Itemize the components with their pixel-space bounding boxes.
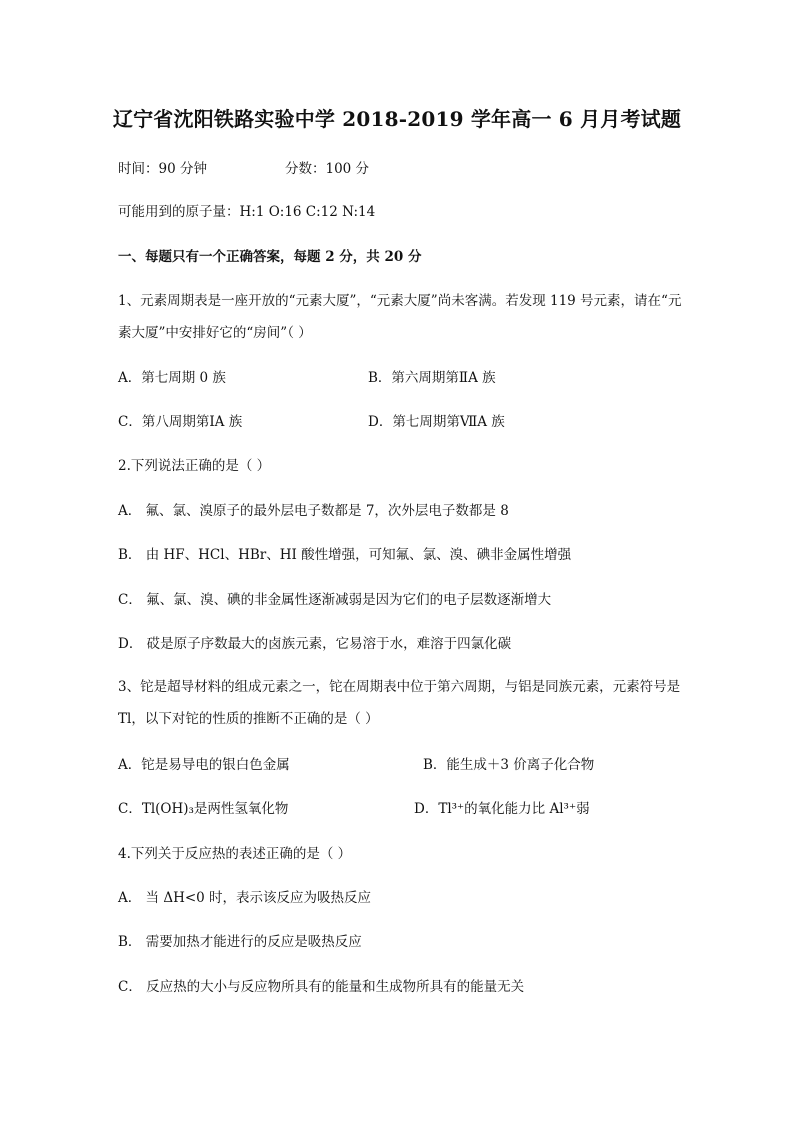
question-2-stem: 2.下列说法正确的是（ ） xyxy=(118,458,271,474)
q4-option-c: C． 反应热的大小与反应物所具有的能量和生成物所具有的能量无关 xyxy=(118,979,525,995)
q2-option-d: D． 砹是原子序数最大的卤族元素，它易溶于水，难溶于四氯化碳 xyxy=(118,636,512,652)
q3-option-a: A．铊是易导电的银白色金属 xyxy=(118,757,290,773)
q2-option-b: B． 由 HF、HCl、HBr、HI 酸性增强，可知氟、氯、溴、碘非金属性增强 xyxy=(118,547,572,563)
question-3-stem: 3、铊是超导材料的组成元素之一，铊在周期表中位于第六周期，与铝是同族元素，元素符号是 Tl，以下对铊的性质的推断不正确的是（ ） xyxy=(118,679,681,727)
q3-option-d: D．Tl³⁺的氧化能力比 Al³⁺弱 xyxy=(414,801,590,817)
exam-time: 时间：90 分钟 xyxy=(118,161,207,177)
page-title: 辽宁省沈阳铁路实验中学 2018-2019 学年高一 6 月月考试题 xyxy=(112,107,682,131)
q1-option-b: B．第六周期第ⅡA 族 xyxy=(368,370,496,386)
q1-option-a: A．第七周期 0 族 xyxy=(118,370,226,386)
q4-option-b: B． 需要加热才能进行的反应是吸热反应 xyxy=(118,934,362,950)
question-4-stem: 4.下列关于反应热的表述正确的是（ ） xyxy=(118,846,352,862)
exam-score: 分数：100 分 xyxy=(285,161,370,177)
q2-option-c: C． 氟、氯、溴、碘的非金属性逐渐减弱是因为它们的电子层数逐渐增大 xyxy=(118,592,552,608)
q3-option-b: B．能生成＋3 价离子化合物 xyxy=(423,757,595,773)
section-heading: 一、每题只有一个正确答案，每题 2 分，共 20 分 xyxy=(118,249,422,265)
q1-option-d: D．第七周期第ⅦA 族 xyxy=(368,414,505,430)
q2-option-a: A． 氟、氯、溴原子的最外层电子数都是 7，次外层电子数都是 8 xyxy=(118,503,509,519)
q4-option-a: A． 当 ΔH<0 时，表示该反应为吸热反应 xyxy=(118,890,372,906)
q1-option-c: C．第八周期第ⅠA 族 xyxy=(118,414,243,430)
q3-option-c: C．Tl(OH)₃是两性氢氧化物 xyxy=(118,801,289,817)
question-1-stem: 1、元素周期表是一座开放的“元素大厦”，“元素大厦”尚未客满。若发现 119 号元素，请在“元素大厦”中安排好它的“房间”（ ） xyxy=(118,293,682,341)
atomic-mass-info: 可能用到的原子量：H:1 O:16 C:12 N:14 xyxy=(118,204,376,220)
